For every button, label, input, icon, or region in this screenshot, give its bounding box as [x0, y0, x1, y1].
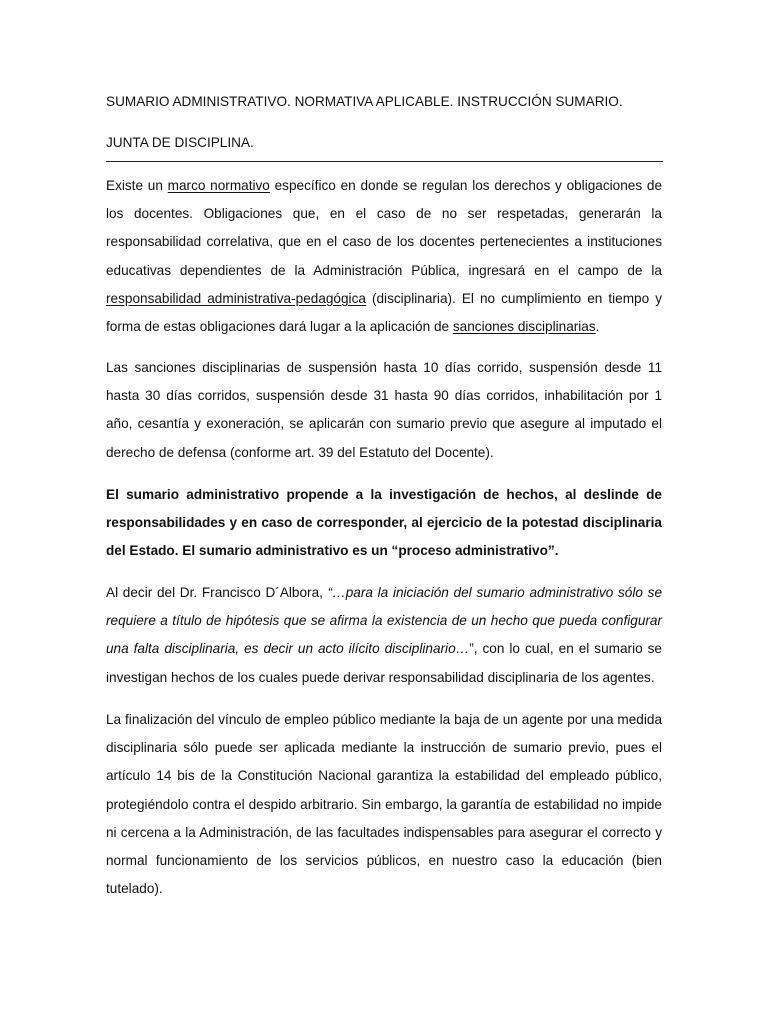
paragraph-sanctions: Las sanciones disciplinarias de suspensión hasta 10 días corrido, suspensión desde 11 hasta 30 días corridos, suspensión desde 31 hasta 90 días corridos, inhabilitación por 1 año, cesantía y exoneración, se aplicarán con sumario previo que asegure al imputado el derecho de defensa (conforme art. 39 del Estatuto del Docente). — [106, 360, 662, 460]
paragraph-text: específico en donde se regulan los derechos y obligaciones de los docentes. Obligaciones que, en el caso de no ser respetadas, generarán la responsabilidad correlativa, que en el caso de los docentes pertenecientes a instituciones educativas dependientes de la Administración Pública, ingresará en el campo de la — [106, 178, 663, 278]
paragraph-text: Al decir del Dr. Francisco D´Albora, — [106, 585, 328, 600]
document-subtitle: JUNTA DE DISCIPLINA. — [106, 135, 254, 150]
sanciones-link: sanciones disciplinarias — [452, 319, 596, 335]
marco-normativo-link: marco normativo — [167, 178, 270, 193]
paragraph-text: Existe un — [106, 178, 168, 193]
paragraph-text: (disciplinaria). El no cumplimiento en tiempo y forma de estas obligaciones dará lugar a la aplicación de — [106, 290, 662, 335]
document-title: SUMARIO ADMINISTRATIVO. NORMATIVA APLICABLE. INSTRUCCIÓN SUMARIO. — [106, 94, 623, 109]
paragraph-text: . — [595, 319, 600, 335]
paragraph-quote — [106, 579, 662, 692]
paragraph-normative-framework — [106, 172, 662, 341]
heading-divider — [106, 161, 663, 162]
paragraph-bold-definition: El sumario administrativo propende a la investigación de hechos, al deslinde de responsabilidades y en caso de corresponder, al ejercicio de la potestad disciplinaria del Estado. El sumario administrativo es un “proceso administrativo”. — [106, 487, 662, 559]
paragraph-employment-stability: La finalización del vínculo de empleo público mediante la baja de un agente por una medida disciplinaria sólo puede ser aplicada mediante la instrucción de sumario previo, pues el artículo 14 bis de la Constitución Nacional garantiza la estabilidad del empleado público, protegiéndolo contra el despido arbitrario. Sin embargo, la garantía de estabilidad no impide ni cercena a la Administración, de las facultades indispensables para asegurar el correcto y normal funcionamiento de los servicios públicos, en nuestro caso la educación (bien tutelado). — [106, 712, 662, 897]
responsabilidad-link: responsabilidad administrativa-pedagógica — [106, 290, 366, 306]
paragraph-text: ”, con lo cual, en el sumario se investigan hechos de los cuales puede derivar responsabilidad disciplinaria de los agentes. — [106, 641, 662, 685]
italic-quote: “…para la iniciación del sumario administrativo sólo se requiere a título de hipótesis que se afirma la existencia de un hecho que pueda configurar una falta disciplinaria, es decir un acto ilícito disciplinario… — [106, 585, 663, 657]
